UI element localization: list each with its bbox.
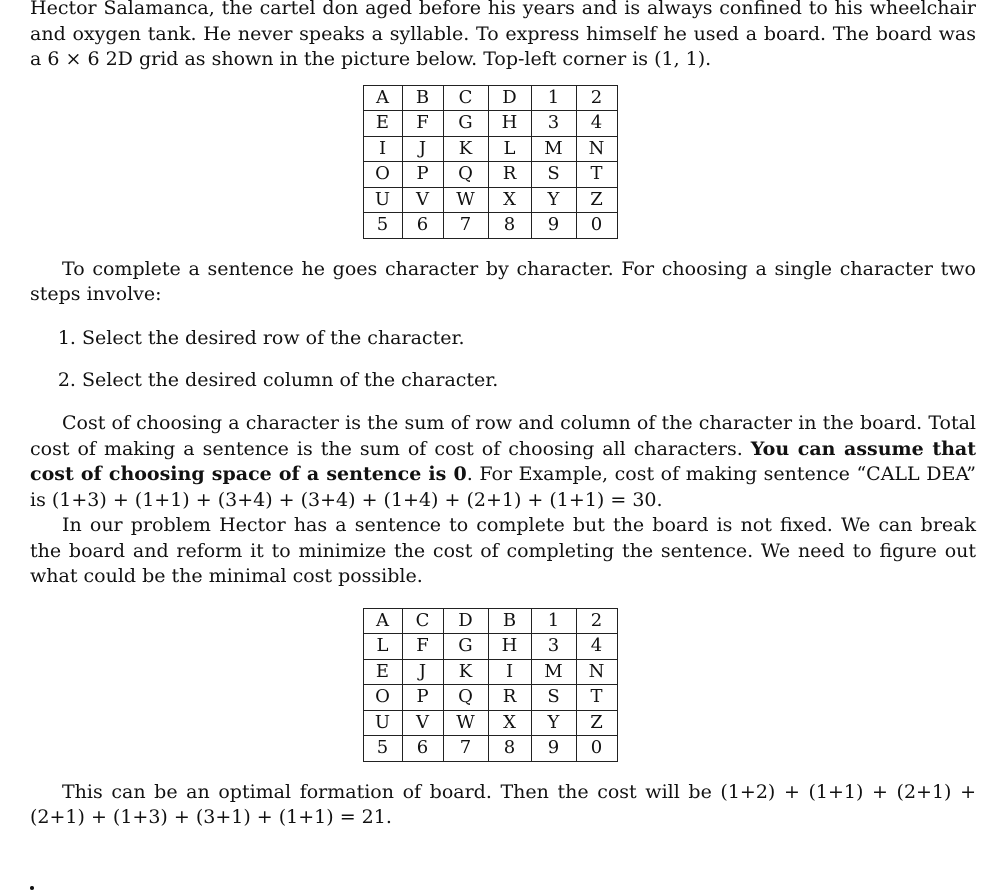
board-cell: E xyxy=(363,111,402,137)
board-cell: 8 xyxy=(488,736,531,762)
board-row xyxy=(363,685,617,711)
board-cell: Q xyxy=(443,162,488,188)
optimal-board xyxy=(363,608,618,762)
board-cell: 3 xyxy=(531,111,576,137)
board-cell: D xyxy=(443,608,488,634)
board-cell: H xyxy=(488,634,531,660)
board-cell: 0 xyxy=(576,213,617,239)
problem-statement xyxy=(30,0,976,831)
space-cost-note: You can assume that cost of choosing space of a sentence is 0 xyxy=(30,437,976,485)
board-cell: W xyxy=(443,187,488,213)
board-cell: 9 xyxy=(531,213,576,239)
board-cell: J xyxy=(402,659,443,685)
board-cell: K xyxy=(443,659,488,685)
board-cell: P xyxy=(402,685,443,711)
board-cell: T xyxy=(576,685,617,711)
board-cell: 4 xyxy=(576,111,617,137)
board-cell: S xyxy=(531,685,576,711)
board-cell: E xyxy=(363,659,402,685)
board-row xyxy=(363,111,617,137)
board-cell: 8 xyxy=(488,213,531,239)
board-cell: T xyxy=(576,162,617,188)
board-cell: F xyxy=(402,634,443,660)
board-cell: 0 xyxy=(576,736,617,762)
board-cell: U xyxy=(363,710,402,736)
step-item: 2. Select the desired column of the character. xyxy=(82,368,976,394)
board-cell: 4 xyxy=(576,634,617,660)
board-cell: R xyxy=(488,162,531,188)
problem-paragraph: In our problem Hector has a sentence to complete but the board is not fixed. We can break the board and reform it to minimize the cost of completing the sentence. We need to figure out what could be the minimal cost possible. xyxy=(30,514,976,587)
board-cell: M xyxy=(531,659,576,685)
step-item: 1. Select the desired row of the character. xyxy=(82,326,976,352)
board-cell: 5 xyxy=(363,213,402,239)
board-cell: V xyxy=(402,710,443,736)
board-cell: H xyxy=(488,111,531,137)
board-row xyxy=(363,162,617,188)
original-board-wrapper xyxy=(4,85,976,239)
complete-sentence-paragraph: To complete a sentence he goes character by character. For choosing a single character two steps involve: xyxy=(30,257,976,305)
board-row xyxy=(363,710,617,736)
board-cell: S xyxy=(531,162,576,188)
board-cell: 2 xyxy=(576,85,617,111)
board-cell: Z xyxy=(576,187,617,213)
board-cell: K xyxy=(443,136,488,162)
board-cell: D xyxy=(488,85,531,111)
board-cell: 6 xyxy=(402,213,443,239)
board-cell: 9 xyxy=(531,736,576,762)
board-cell: Q xyxy=(443,685,488,711)
board-cell: L xyxy=(488,136,531,162)
board-row xyxy=(363,608,617,634)
board-row xyxy=(363,736,617,762)
board-cell: 1 xyxy=(531,85,576,111)
board-cell: N xyxy=(576,659,617,685)
board-cell: J xyxy=(402,136,443,162)
board-cell: P xyxy=(402,162,443,188)
board-cell: X xyxy=(488,710,531,736)
board-cell: A xyxy=(363,85,402,111)
original-board xyxy=(363,85,618,239)
board-cell: R xyxy=(488,685,531,711)
cost-text-1: Cost of choosing a character is the sum of row and column of the character in the board. Total cost of making a sentence is the sum of cost of choosing all characters. xyxy=(30,412,976,460)
board-cell: 2 xyxy=(576,608,617,634)
board-cell: 3 xyxy=(531,634,576,660)
board-cell: Y xyxy=(531,187,576,213)
board-cell: B xyxy=(402,85,443,111)
board-cell: C xyxy=(443,85,488,111)
board-cell: 5 xyxy=(363,736,402,762)
board-cell: I xyxy=(363,136,402,162)
optimal-board-wrapper xyxy=(4,608,976,762)
board-cell: 7 xyxy=(443,213,488,239)
board-cell: A xyxy=(363,608,402,634)
board-cell: 7 xyxy=(443,736,488,762)
board-row xyxy=(363,634,617,660)
board-cell: Z xyxy=(576,710,617,736)
board-cell: L xyxy=(363,634,402,660)
board-cell: N xyxy=(576,136,617,162)
intro-paragraph: Hector Salamanca, the cartel don aged before his years and is always confined to his wheelchair and oxygen tank. He never speaks a syllable. To express himself he used a board. The board was a 6 × 6 2D grid as shown in the picture below. Top-left corner is (1, 1). xyxy=(30,0,976,70)
board-cell: C xyxy=(402,608,443,634)
cost-text-2: . For Example, cost of making sentence “CALL DEA” is (1+3) + (1+1) + (3+4) + (3+4) + (1+4) + (2+1) + (1+1) = 30. xyxy=(30,463,976,511)
board-cell: V xyxy=(402,187,443,213)
board-cell: G xyxy=(443,111,488,137)
board-row xyxy=(363,136,617,162)
board-cell: F xyxy=(402,111,443,137)
board-row xyxy=(363,85,617,111)
board-cell: U xyxy=(363,187,402,213)
board-cell: I xyxy=(488,659,531,685)
page-mark xyxy=(30,886,34,890)
board-cell: O xyxy=(363,685,402,711)
board-cell: B xyxy=(488,608,531,634)
optimal-paragraph: This can be an optimal formation of board. Then the cost will be (1+2) + (1+1) + (2+1) + (2+1) + (1+3) + (3+1) + (1+1) = 21. xyxy=(30,780,976,828)
board-row xyxy=(363,213,617,239)
board-cell: M xyxy=(531,136,576,162)
board-cell: G xyxy=(443,634,488,660)
board-cell: O xyxy=(363,162,402,188)
board-row xyxy=(363,659,617,685)
board-cell: 6 xyxy=(402,736,443,762)
board-cell: 1 xyxy=(531,608,576,634)
board-row xyxy=(363,187,617,213)
steps-list xyxy=(30,326,976,394)
board-cell: X xyxy=(488,187,531,213)
board-cell: W xyxy=(443,710,488,736)
cost-paragraph xyxy=(30,411,976,513)
board-cell: Y xyxy=(531,710,576,736)
